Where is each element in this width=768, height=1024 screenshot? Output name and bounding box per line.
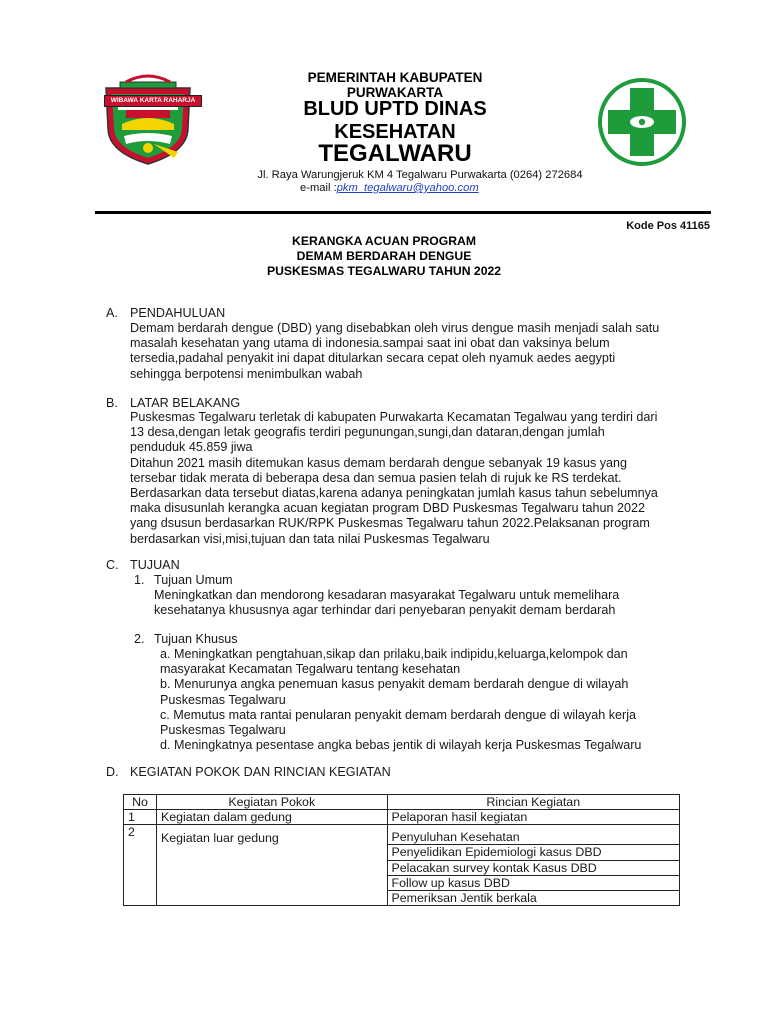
postal-code: Kode Pos 41165 bbox=[626, 220, 710, 232]
paragraph-line: maka disusunlah kerangka acuan kegiatan program DBD Puskesmas Tegalwaru tahun 2022 bbox=[130, 501, 646, 516]
list-item: a. Meningkatkan pengtahuan,sikap dan prilaku,baik indipidu,keluarga,kelompok dan bbox=[160, 647, 628, 661]
tujuan-khusus-heading: Tujuan Khusus bbox=[154, 632, 238, 646]
tujuan-umum-heading: Tujuan Umum bbox=[154, 573, 233, 587]
section-c-label: C. bbox=[106, 558, 119, 572]
paragraph-line: tersedia,padahal penyakit ini dapat ditularkan secara cepat oleh nyamuk aedes aegypti bbox=[130, 351, 616, 366]
row-kegiatan-pokok: Kegiatan dalam gedung bbox=[156, 810, 387, 825]
tujuan-umum-number: 1. bbox=[134, 573, 145, 587]
header-no: No bbox=[124, 795, 157, 810]
row-rincian: Pemeriksan Jentik berkala bbox=[387, 890, 679, 905]
section-b-label: B. bbox=[106, 396, 118, 410]
address-line: Jl. Raya Warungjeruk KM 4 Tegalwaru Purwakarta (0264) 272684 bbox=[257, 169, 583, 181]
paragraph-line: 13 desa,dengan letak geografis terdiri pegunungan,sungi,dan dataran,dengan jumlah bbox=[130, 425, 605, 440]
agency-name-line3: TEGALWARU bbox=[318, 140, 472, 167]
email-line bbox=[300, 182, 600, 194]
table-row bbox=[124, 825, 680, 845]
paragraph-line: penduduk 45.859 jiwa bbox=[130, 440, 253, 455]
paragraph-line: Demam berdarah dengue (DBD) yang disebabkan oleh virus dengue masih menjadi salah satu bbox=[130, 321, 660, 335]
regency-logo-banner bbox=[104, 95, 202, 107]
doc-title-line1: KERANGKA ACUAN PROGRAM bbox=[292, 234, 476, 248]
agency-name-line1: BLUD UPTD DINAS bbox=[303, 98, 487, 120]
section-b-heading: LATAR BELAKANG bbox=[130, 396, 241, 410]
health-cross-logo bbox=[597, 76, 687, 168]
gov-name-line1: PEMERINTAH KABUPATEN bbox=[307, 70, 483, 85]
section-c-heading: TUJUAN bbox=[130, 558, 180, 572]
row-rincian: Pelaporan hasil kegiatan bbox=[387, 810, 679, 825]
paragraph-line: tersebar tidak merata di beberapa desa dan semua pasien telah di rujuk ke RS terdekat. bbox=[130, 470, 622, 485]
tujuan-khusus-number: 2. bbox=[134, 632, 145, 646]
list-item: Puskesmas Tegalwaru bbox=[160, 692, 286, 707]
paragraph-line: Berdasarkan data tersebut diatas,karena adanya peningkatan jumlah kasus tahun sebelumnya bbox=[130, 486, 658, 501]
regency-logo-banner-text: WIBAWA KARTA RAHARJA bbox=[110, 97, 196, 104]
paragraph-line: Meningkatkan dan mendorong kesadaran masyarakat Tegalwaru untuk memelihara bbox=[154, 588, 620, 602]
activity-table bbox=[123, 794, 680, 906]
section-d-heading: KEGIATAN POKOK DAN RINCIAN KEGIATAN bbox=[130, 765, 391, 779]
puskesmas-cross-icon bbox=[597, 76, 687, 168]
paragraph-line: kesehatanya khususnya agar terhindar dari penyebaran penyakit demam berdarah bbox=[154, 603, 616, 618]
doc-title-line3: PUSKESMAS TEGALWARU TAHUN 2022 bbox=[266, 264, 502, 278]
row-kegiatan-pokok: Kegiatan luar gedung bbox=[156, 825, 387, 906]
row-rincian: Pelacakan survey kontak Kasus DBD bbox=[387, 860, 679, 875]
section-a-heading: PENDAHULUAN bbox=[130, 306, 226, 320]
list-item: masyarakat Kecamatan Tegalwaru tentang kesehatan bbox=[160, 662, 461, 677]
paragraph-line: masalah kesehatan yang utama di indonesia.sampai saat ini obat dan vaksinya belum bbox=[130, 336, 610, 351]
list-item: d. Meningkatnya pesentase angka bebas jentik di wilayah kerja Puskesmas Tegalwaru bbox=[160, 738, 642, 753]
row-rincian: Penyelidikan Epidemiologi kasus DBD bbox=[387, 845, 679, 860]
header-kegiatan-pokok: Kegiatan Pokok bbox=[156, 795, 387, 810]
email-label: e-mail : bbox=[300, 182, 337, 194]
letterhead-divider bbox=[95, 211, 711, 214]
paragraph-line: yang dsusun berdasarkan RUK/RPK Puskesmas Tegalwaru tahun 2022.Pelaksanan program bbox=[130, 516, 650, 531]
table-header-row bbox=[124, 795, 680, 810]
section-a-label: A. bbox=[106, 306, 118, 320]
paragraph-line: Ditahun 2021 masih ditemukan kasus demam berdarah dengue sebanyak 19 kasus yang bbox=[130, 455, 628, 470]
section-b-paragraph bbox=[130, 410, 712, 547]
doc-title-line2: DEMAM BERDARAH DENGUE bbox=[296, 249, 472, 263]
email-link[interactable]: pkm_tegalwaru@yahoo.com bbox=[336, 182, 479, 194]
row-no: 1 bbox=[124, 810, 157, 825]
header-rincian-kegiatan: Rincian Kegiatan bbox=[387, 795, 679, 810]
list-item: b. Menurunya angka penemuan kasus penyakit demam berdarah dengue di wilayah bbox=[160, 677, 629, 692]
section-d-label: D. bbox=[106, 765, 119, 779]
tujuan-khusus-list bbox=[160, 647, 712, 753]
agency-name-line2: KESEHATAN bbox=[334, 121, 456, 143]
paragraph-line: Puskesmas Tegalwaru terletak di kabupaten Purwakarta Kecamatan Tegalwau yang terdiri dari bbox=[130, 410, 658, 424]
list-item: Puskesmas Tegalwaru bbox=[160, 723, 286, 738]
regency-logo bbox=[100, 74, 196, 166]
row-rincian: Penyuluhan Kesehatan bbox=[387, 825, 679, 845]
table-row bbox=[124, 810, 680, 825]
row-rincian: Follow up kasus DBD bbox=[387, 875, 679, 890]
gov-name-line2: PURWAKARTA bbox=[346, 85, 444, 100]
paragraph-line: berdasarkan visi,misi,tujuan dan tata nilai Puskesmas Tegalwaru bbox=[130, 531, 490, 546]
list-item: c. Memutus mata rantai penularan penyakit demam berdarah dengue di wilayah kerja bbox=[160, 707, 637, 722]
regency-crest-icon bbox=[100, 74, 196, 166]
paragraph-line: sehingga berpotensi menimbulkan wabah bbox=[130, 366, 363, 381]
row-no: 2 bbox=[124, 825, 157, 906]
tujuan-umum-paragraph bbox=[154, 588, 712, 618]
section-a-paragraph bbox=[130, 321, 712, 382]
